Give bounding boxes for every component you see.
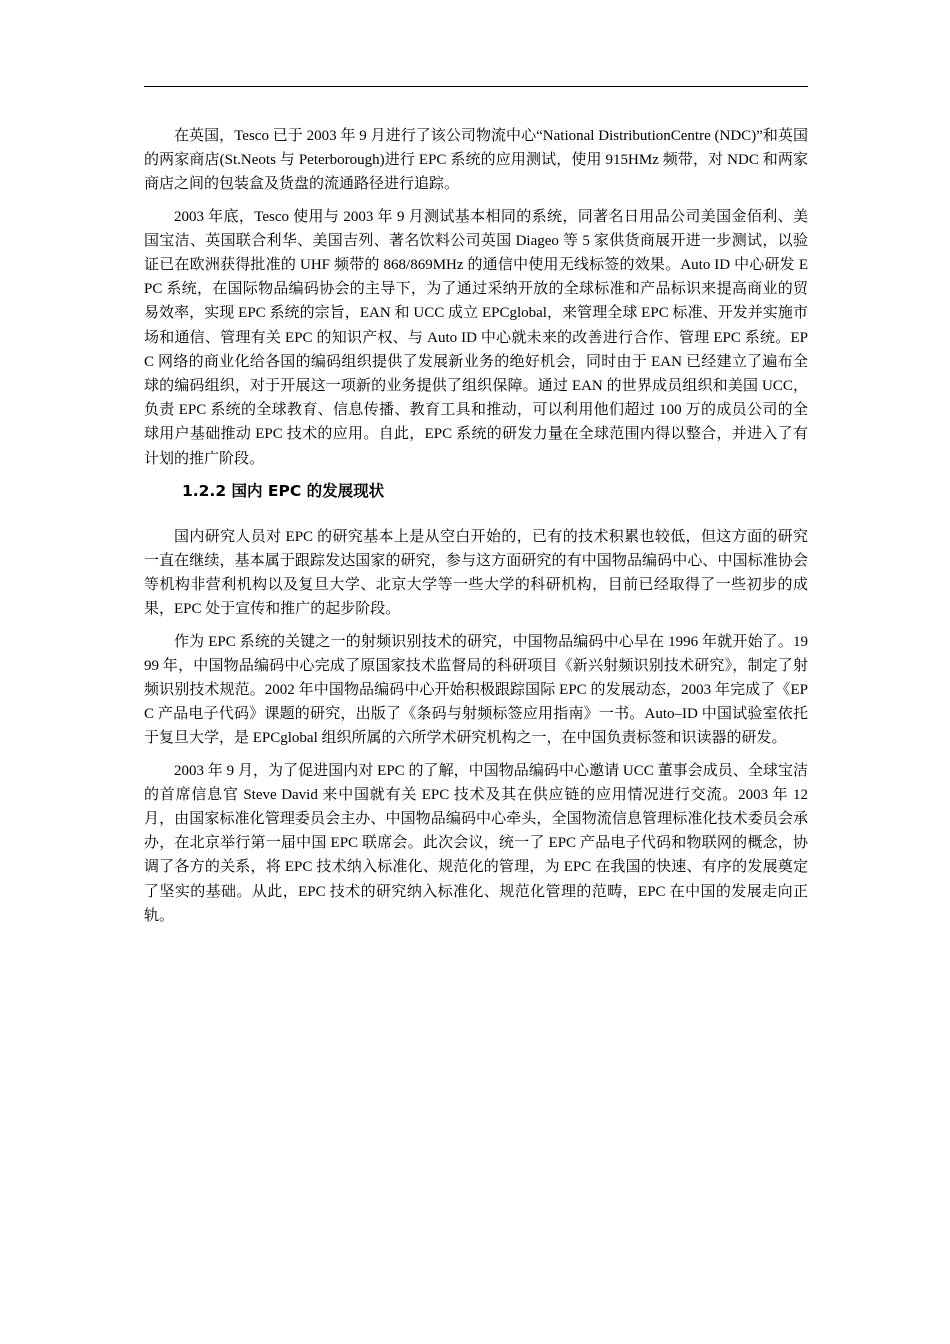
paragraph-epc-conference: 2003 年 9 月，为了促进国内对 EPC 的了解，中国物品编码中心邀请 UCC 董事会成员、全球宝洁的首席信息官 Steve David 来中国就有关 EPC 技术及其在供应链的应用情况进行交流。2003 年 12 月，由国家标准化管理委员会主办、中国物品编码中心牵头，全国物流信息管理标准化技术委员会承办，在北京举行第一届中国 EPC 联席会。此次会议，统一了 EPC 产品电子代码和物联网的概念，协调了各方的关系，将 EPC 技术纳入标准化、规范化的管理，为 EPC 在我国的快速、有序的发展奠定了坚实的基础。从此，EPC 技术的研究纳入标准化、规范化管理的范畴，EPC 在中国的发展走向正轨。 <box>144 762 808 924</box>
header-rule <box>144 86 808 87</box>
paragraph-tesco-ndc: 在英国，Tesco 已于 2003 年 9 月进行了该公司物流中心“National DistributionCentre (NDC)”和英国的两家商店(St.Neots 与 Peterborough)进行 EPC 系统的应用测试，使用 915HMz 频带，对 NDC 和两家商店之间的包装盒及货盘的流通路径进行追踪。 <box>144 128 808 193</box>
paragraph-domestic-research: 国内研究人员对 EPC 的研究基本上是从空白开始的，已有的技术积累也较低，但这方面的研究一直在继续，基本属于跟踪发达国家的研究，参与这方面研究的有中国物品编码中心、中国标准协会等机构非营利机构以及复旦大学、北京大学等一些大学的科研机构，目前已经取得了一些初步的成果，EPC 处于宣传和推广的起步阶段。 <box>144 528 808 618</box>
paragraph-rfid-research: 作为 EPC 系统的关键之一的射频识别技术的研究，中国物品编码中心早在 1996 年就开始了。1999 年，中国物品编码中心完成了原国家技术监督局的科研项目《新兴射频识别技术研究》，制定了射频识别技术规范。2002 年中国物品编码中心开始积极跟踪国际 EPC 的发展动态，2003 年完成了《EPC 产品电子代码》课题的研究，出版了《条码与射频标签应用指南》一书。Auto–ID 中国试验室依托于复旦大学，是 EPCglobal 组织所属的六所学术研究机构之一，在中国负责标签和识读器的研发。 <box>144 633 808 747</box>
paragraph-tesco-2003-end: 2003 年底，Tesco 使用与 2003 年 9 月测试基本相同的系统，同著名日用品公司美国金佰利、美国宝洁、英国联合利华、美国吉列、著名饮料公司英国 Diageo 等 5 家供货商展开进一步测试，以验证已在欧洲获得批准的 UHF 频带的 868/869MHz 的通信中使用无线标签的效果。Auto ID 中心研发 EPC 系统，在国际物品编码协会的主导下，为了通过采纳开放的全球标准和产品标识来提高商业的贸易效率，实现 EPC 系统的宗旨，EAN 和 UCC 成立 EPCglobal，来管理全球 EPC 标准、开发并实施市场和通信、管理有关 EPC 的知识产权、与 Auto ID 中心就未来的改善进行合作、管理 EPC 系统。EPC 网络的商业化给各国的编码组织提供了发展新业务的绝好机会，同时由于 EAN 已经建立了遍布全球的编码组织，对于开展这一项新的业务提供了组织保障。通过 EAN 的世界成员组织和美国 UCC，负责 EPC 系统的全球教育、信息传播、教育工具和推动，可以利用他们超过 100 万的成员公司的全球用户基础推动 EPC 技术的应用。自此，EPC 系统的研发力量在全球范围内得以整合，并进入了有计划的推广阶段。 <box>144 208 808 467</box>
document-body <box>144 124 808 936</box>
section-heading: 1.2.2 国内 EPC 的发展现状 <box>182 481 385 500</box>
